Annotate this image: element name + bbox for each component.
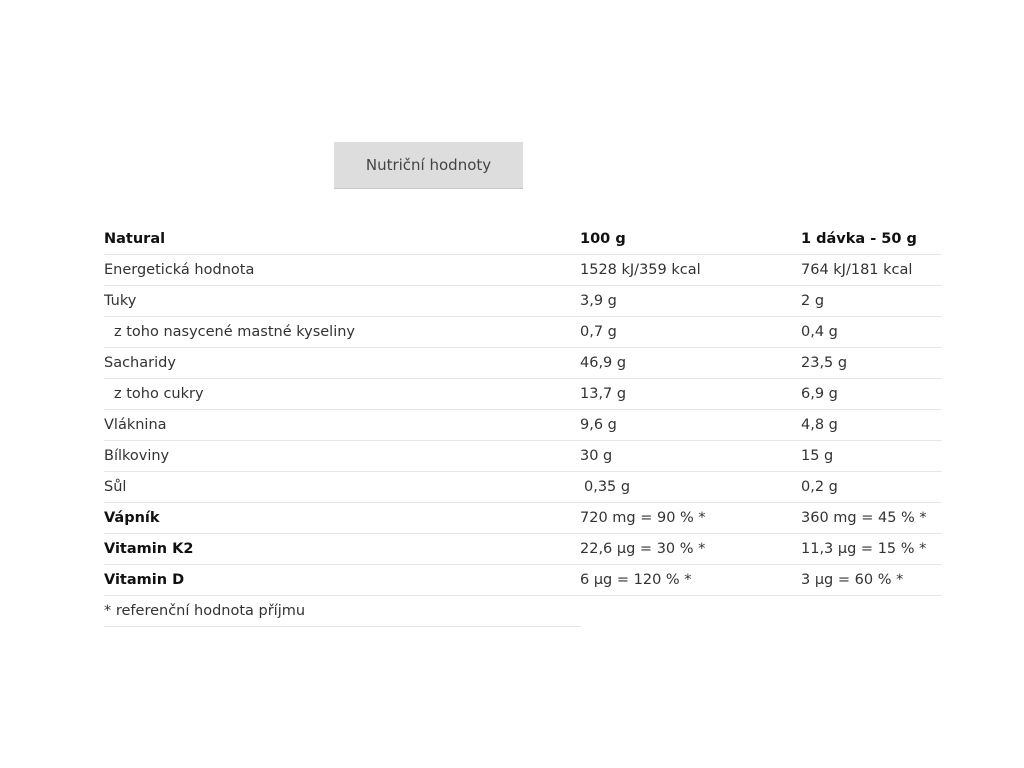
header-per-dose: 1 dávka - 50 g bbox=[801, 224, 942, 255]
row-value-dose: 2 g bbox=[801, 286, 942, 317]
row-label: Bílkoviny bbox=[104, 441, 580, 472]
table-row bbox=[104, 410, 942, 441]
row-label: Vláknina bbox=[104, 410, 580, 441]
header-product-name: Natural bbox=[104, 224, 580, 255]
tab-nutricni-hodnoty[interactable]: Nutriční hodnoty bbox=[334, 142, 523, 189]
table-row bbox=[104, 348, 942, 379]
row-value-100g: 3,9 g bbox=[580, 286, 801, 317]
table-row bbox=[104, 379, 942, 410]
table-row bbox=[104, 503, 942, 534]
row-value-dose: 3 µg = 60 % * bbox=[801, 565, 942, 596]
row-value-dose: 15 g bbox=[801, 441, 942, 472]
row-value-dose: 23,5 g bbox=[801, 348, 942, 379]
table-row bbox=[104, 441, 942, 472]
row-value-100g: 1528 kJ/359 kcal bbox=[580, 255, 801, 286]
table-row bbox=[104, 472, 942, 503]
row-value-100g: 22,6 µg = 30 % * bbox=[580, 534, 801, 565]
row-label: Sůl bbox=[104, 472, 580, 503]
nutrition-table bbox=[104, 224, 942, 596]
row-value-100g: 46,9 g bbox=[580, 348, 801, 379]
row-value-100g: 13,7 g bbox=[580, 379, 801, 410]
row-value-dose: 0,4 g bbox=[801, 317, 942, 348]
table-row bbox=[104, 286, 942, 317]
table-row bbox=[104, 255, 942, 286]
row-value-dose: 4,8 g bbox=[801, 410, 942, 441]
row-value-dose: 360 mg = 45 % * bbox=[801, 503, 942, 534]
row-value-100g: 6 µg = 120 % * bbox=[580, 565, 801, 596]
tab-bar bbox=[0, 142, 1024, 190]
row-label: Energetická hodnota bbox=[104, 255, 580, 286]
header-per-100g: 100 g bbox=[580, 224, 801, 255]
row-label: Tuky bbox=[104, 286, 580, 317]
row-label: Vitamin D bbox=[104, 565, 580, 596]
row-value-100g: 0,35 g bbox=[580, 472, 801, 503]
row-value-100g: 0,7 g bbox=[580, 317, 801, 348]
row-value-dose: 11,3 µg = 15 % * bbox=[801, 534, 942, 565]
row-value-100g: 720 mg = 90 % * bbox=[580, 503, 801, 534]
row-label: Vápník bbox=[104, 503, 580, 534]
table-row bbox=[104, 534, 942, 565]
table-row bbox=[104, 317, 942, 348]
row-label: z toho cukry bbox=[104, 379, 580, 410]
row-label: Vitamin K2 bbox=[104, 534, 580, 565]
table-row bbox=[104, 565, 942, 596]
row-label: z toho nasycené mastné kyseliny bbox=[104, 317, 580, 348]
row-value-100g: 30 g bbox=[580, 441, 801, 472]
row-label: Sacharidy bbox=[104, 348, 580, 379]
table-header-row bbox=[104, 224, 942, 255]
row-value-dose: 6,9 g bbox=[801, 379, 942, 410]
row-value-dose: 764 kJ/181 kcal bbox=[801, 255, 942, 286]
row-value-100g: 9,6 g bbox=[580, 410, 801, 441]
row-value-dose: 0,2 g bbox=[801, 472, 942, 503]
footnote: * referenční hodnota příjmu bbox=[104, 596, 581, 627]
